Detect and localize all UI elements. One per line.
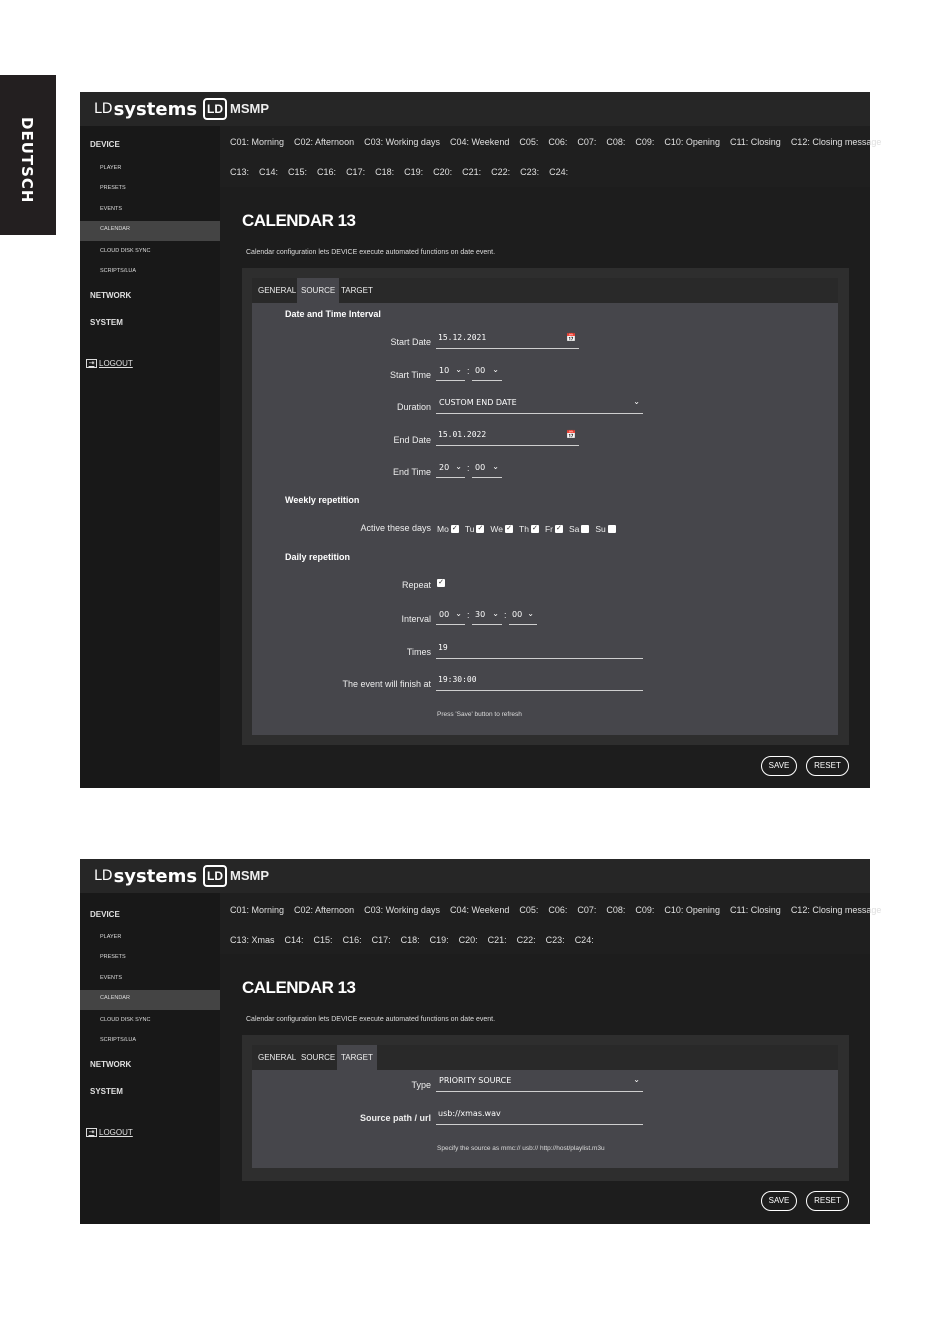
nav-system[interactable]: SYSTEM bbox=[90, 1087, 123, 1096]
tab-target[interactable]: TARGET bbox=[341, 286, 373, 295]
times-value: 19 bbox=[438, 643, 448, 652]
calendar-link[interactable]: C20: bbox=[458, 935, 478, 945]
source-path-value: usb://xmas.wav bbox=[438, 1109, 501, 1118]
calendar-link[interactable]: C22: bbox=[491, 167, 511, 177]
weekday-checkbox[interactable]: ✓ bbox=[506, 525, 512, 532]
calendar-link[interactable]: C03: Working days bbox=[364, 905, 440, 915]
nav-cloud-disk-sync[interactable]: CLOUD DISK SYNC bbox=[100, 248, 151, 254]
start-date-label: Start Date bbox=[390, 337, 431, 347]
weekday-label: Fr bbox=[544, 524, 553, 534]
duration-select[interactable] bbox=[436, 398, 643, 414]
calendar-link[interactable]: C15: bbox=[288, 167, 308, 177]
end-hour-select[interactable] bbox=[436, 463, 465, 478]
calendar-link[interactable]: C10: Opening bbox=[664, 905, 720, 915]
logo-systems-text: systems bbox=[113, 865, 198, 887]
calendar-link[interactable]: C02: Afternoon bbox=[294, 905, 355, 915]
calendar-link[interactable]: C07: bbox=[577, 137, 597, 147]
tab-source[interactable]: SOURCE bbox=[297, 278, 339, 303]
chevron-down-icon: ⌄ bbox=[527, 609, 534, 618]
weekday-fr[interactable] bbox=[545, 524, 563, 534]
tab-general[interactable]: GENERAL bbox=[258, 286, 297, 295]
target-type-select[interactable] bbox=[436, 1076, 643, 1092]
source-form bbox=[252, 303, 838, 735]
section-date-time-interval: Date and Time Interval bbox=[285, 309, 381, 319]
weekday-label: Sa bbox=[568, 524, 580, 534]
finish-time-output bbox=[436, 675, 643, 691]
weekday-th[interactable] bbox=[519, 524, 539, 534]
repeat-label: Repeat bbox=[401, 580, 431, 590]
start-minute-select[interactable] bbox=[472, 366, 502, 381]
screenshot-target-tab bbox=[80, 859, 882, 1224]
repeat-checkbox[interactable]: ✓ bbox=[438, 579, 444, 586]
calendar-link[interactable]: C19: bbox=[429, 935, 449, 945]
time-separator: : bbox=[467, 463, 470, 473]
end-minute-value: 00 bbox=[475, 463, 486, 472]
calendar-link[interactable]: C08: bbox=[606, 905, 626, 915]
finish-label: The event will finish at bbox=[342, 679, 431, 689]
target-form bbox=[252, 1070, 838, 1168]
interval-seconds-select[interactable] bbox=[509, 610, 537, 625]
language-label: DEUTSCH bbox=[18, 117, 36, 204]
calendar-link[interactable]: C16: bbox=[342, 935, 362, 945]
calendar-list-row-1 bbox=[230, 137, 891, 147]
end-date-label: End Date bbox=[393, 435, 431, 445]
ld-systems-logo bbox=[94, 864, 227, 888]
source-format-hint: Specify the source as mmc:// usb:// http://host/playlist.m3u bbox=[437, 1145, 605, 1152]
calendar-link[interactable]: C18: bbox=[375, 167, 395, 177]
calendar-list-row-1 bbox=[230, 905, 891, 915]
calendar-link[interactable]: C10: Opening bbox=[664, 137, 720, 147]
chevron-down-icon: ⌄ bbox=[633, 1075, 640, 1084]
calendar-link[interactable]: C21: bbox=[487, 935, 507, 945]
calendar-icon[interactable]: 📅 bbox=[566, 333, 576, 342]
calendar-link[interactable]: C13: bbox=[230, 167, 250, 177]
section-daily-repetition: Daily repetition bbox=[285, 552, 351, 562]
sidebar bbox=[80, 126, 220, 788]
calendar-list-row-2 bbox=[230, 167, 578, 177]
top-bar bbox=[80, 92, 870, 126]
logout-link[interactable] bbox=[86, 1128, 133, 1137]
weekday-checkbox[interactable]: ✓ bbox=[556, 525, 562, 532]
save-button[interactable]: SAVE bbox=[761, 756, 797, 776]
weekday-label: Su bbox=[595, 524, 606, 534]
calendar-link[interactable]: C07: bbox=[577, 905, 597, 915]
page-description: Calendar configuration lets DEVICE execute automated functions on date event. bbox=[246, 249, 496, 256]
nav-presets[interactable]: PRESETS bbox=[100, 954, 126, 960]
start-date-value: 15.12.2021 bbox=[438, 333, 487, 342]
end-minute-select[interactable] bbox=[472, 463, 502, 478]
calendar-link[interactable]: C09: bbox=[635, 137, 655, 147]
weekday-checkboxes bbox=[437, 524, 616, 534]
tab-target[interactable]: TARGET bbox=[337, 1045, 377, 1070]
active-days-label: Active these days bbox=[360, 523, 431, 533]
nav-calendar[interactable]: CALENDAR bbox=[100, 995, 130, 1001]
calendar-link[interactable]: C12: Closing message bbox=[790, 137, 882, 147]
tab-bar bbox=[252, 278, 838, 303]
calendar-link[interactable]: C01: Morning bbox=[230, 137, 285, 147]
calendar-link[interactable]: C15: bbox=[313, 935, 333, 945]
main-content bbox=[220, 187, 870, 788]
page-title: CALENDAR 13 bbox=[242, 211, 356, 230]
chevron-down-icon: ⌄ bbox=[455, 609, 462, 618]
logout-label: LOGOUT bbox=[99, 1128, 133, 1137]
times-label: Times bbox=[406, 647, 431, 657]
weekday-label: Mo bbox=[437, 524, 449, 534]
calendar-link[interactable]: C24: bbox=[549, 167, 569, 177]
chevron-down-icon: ⌄ bbox=[492, 609, 499, 618]
calendar-link[interactable]: C12: Closing message bbox=[790, 905, 882, 915]
weekday-su[interactable] bbox=[595, 524, 615, 534]
weekday-checkbox[interactable] bbox=[581, 525, 589, 533]
calendar-link[interactable]: C05: bbox=[519, 137, 539, 147]
weekday-checkbox[interactable] bbox=[608, 525, 616, 533]
sidebar bbox=[80, 893, 220, 1224]
nav-player[interactable]: PLAYER bbox=[100, 165, 122, 171]
nav-device[interactable]: DEVICE bbox=[90, 910, 120, 919]
page-description: Calendar configuration lets DEVICE execute automated functions on date event. bbox=[246, 1016, 496, 1023]
start-time-label: Start Time bbox=[389, 370, 431, 380]
interval-minutes-select[interactable] bbox=[472, 610, 502, 625]
logo-ld-text: LD bbox=[94, 101, 113, 117]
calendar-link[interactable]: C03: Working days bbox=[364, 137, 440, 147]
weekday-label: Tu bbox=[464, 524, 475, 534]
target-type-value: PRIORITY SOURCE bbox=[439, 1076, 512, 1085]
weekday-label: Th bbox=[519, 524, 529, 534]
calendar-link[interactable]: C04: Weekend bbox=[449, 905, 510, 915]
chevron-down-icon: ⌄ bbox=[455, 462, 462, 471]
app-title: MSMP bbox=[230, 101, 269, 116]
source-path-input[interactable] bbox=[436, 1109, 643, 1125]
nav-system[interactable]: SYSTEM bbox=[90, 318, 123, 327]
logout-link[interactable] bbox=[86, 359, 133, 368]
end-hour-value: 20 bbox=[439, 463, 450, 472]
logo-badge: LD bbox=[203, 865, 227, 887]
chevron-down-icon: ⌄ bbox=[492, 462, 499, 471]
screenshot-source-tab bbox=[80, 92, 882, 788]
calendar-link[interactable]: C01: Morning bbox=[230, 905, 285, 915]
end-date-value: 15.01.2022 bbox=[438, 430, 487, 439]
calendar-link[interactable]: C23: bbox=[520, 167, 540, 177]
calendar-link[interactable]: C14: bbox=[284, 935, 304, 945]
duration-value: CUSTOM END DATE bbox=[439, 398, 517, 407]
main-content bbox=[220, 954, 870, 1224]
ld-systems-logo bbox=[94, 97, 227, 121]
weekday-sa[interactable] bbox=[569, 524, 589, 534]
calendar-link[interactable]: C19: bbox=[404, 167, 424, 177]
weekday-we[interactable] bbox=[490, 524, 513, 534]
times-input[interactable] bbox=[436, 643, 643, 659]
save-button[interactable]: SAVE bbox=[761, 1191, 797, 1211]
calendar-link[interactable]: C17: bbox=[371, 935, 391, 945]
time-separator: : bbox=[467, 610, 470, 620]
calendar-link[interactable]: C14: bbox=[259, 167, 279, 177]
calendar-link[interactable]: C05: bbox=[519, 905, 539, 915]
nav-calendar[interactable]: CALENDAR bbox=[100, 226, 130, 232]
nav-presets[interactable]: PRESETS bbox=[100, 185, 126, 191]
logout-label: LOGOUT bbox=[99, 359, 133, 368]
interval-hours-select[interactable] bbox=[436, 610, 465, 625]
time-separator: : bbox=[467, 366, 470, 376]
start-hour-select[interactable] bbox=[436, 366, 465, 381]
weekday-checkbox[interactable]: ✓ bbox=[532, 525, 538, 532]
calendar-link[interactable]: C13: Xmas bbox=[230, 935, 275, 945]
nav-events[interactable]: EVENTS bbox=[100, 975, 123, 981]
start-hour-value: 10 bbox=[439, 366, 450, 375]
interval-hours-value: 00 bbox=[439, 610, 450, 619]
nav-player[interactable]: PLAYER bbox=[100, 934, 122, 940]
logout-icon: ⇥ bbox=[86, 359, 97, 368]
calendar-link[interactable]: C06: bbox=[548, 137, 568, 147]
tab-bar bbox=[252, 1045, 838, 1070]
calendar-link[interactable]: C24: bbox=[574, 935, 594, 945]
calendar-link[interactable]: C02: Afternoon bbox=[294, 137, 355, 147]
reset-button[interactable]: RESET bbox=[806, 1191, 849, 1211]
calendar-link[interactable]: C20: bbox=[433, 167, 453, 177]
nav-scripts-lua[interactable]: SCRIPTS/LUA bbox=[100, 1037, 137, 1043]
weekday-tu[interactable] bbox=[465, 524, 485, 534]
calendar-link[interactable]: C17: bbox=[346, 167, 366, 177]
type-label: Type bbox=[411, 1080, 431, 1090]
end-time-label: End Time bbox=[392, 467, 431, 477]
interval-seconds-value: 00 bbox=[512, 610, 523, 619]
calendar-link[interactable]: C11: Closing bbox=[729, 905, 781, 915]
section-weekly-repetition: Weekly repetition bbox=[285, 495, 360, 505]
calendar-link[interactable]: C22: bbox=[516, 935, 536, 945]
calendar-icon[interactable]: 📅 bbox=[566, 430, 576, 439]
nav-cloud-disk-sync[interactable]: CLOUD DISK SYNC bbox=[100, 1017, 151, 1023]
nav-scripts-lua[interactable]: SCRIPTS/LUA bbox=[100, 268, 137, 274]
calendar-link[interactable]: C04: Weekend bbox=[449, 137, 510, 147]
calendar-link[interactable]: C23: bbox=[545, 935, 565, 945]
weekday-checkbox[interactable]: ✓ bbox=[477, 525, 484, 532]
interval-label: Interval bbox=[401, 614, 431, 624]
source-path-label: Source path / url bbox=[359, 1113, 431, 1123]
chevron-down-icon: ⌄ bbox=[633, 397, 640, 406]
logo-badge: LD bbox=[203, 98, 227, 120]
nav-network[interactable]: NETWORK bbox=[90, 291, 132, 300]
calendar-link[interactable]: C21: bbox=[462, 167, 482, 177]
page-title: CALENDAR 13 bbox=[242, 978, 356, 997]
nav-events[interactable]: EVENTS bbox=[100, 206, 123, 212]
calendar-link[interactable]: C06: bbox=[548, 905, 568, 915]
weekday-label: We bbox=[490, 524, 504, 534]
chevron-down-icon: ⌄ bbox=[455, 365, 462, 374]
tab-source[interactable]: SOURCE bbox=[301, 1053, 336, 1062]
start-date-input[interactable] bbox=[436, 333, 579, 349]
tab-general[interactable]: GENERAL bbox=[258, 1053, 297, 1062]
end-date-input[interactable] bbox=[436, 430, 579, 446]
calendar-list-row-2 bbox=[230, 935, 604, 945]
nav-device[interactable]: DEVICE bbox=[90, 140, 120, 149]
logout-icon: ⇥ bbox=[86, 1128, 97, 1137]
interval-minutes-value: 30 bbox=[475, 610, 486, 619]
calendar-link[interactable]: C18: bbox=[400, 935, 420, 945]
chevron-down-icon: ⌄ bbox=[492, 365, 499, 374]
duration-label: Duration bbox=[396, 402, 431, 412]
start-minute-value: 00 bbox=[475, 366, 486, 375]
app-title: MSMP bbox=[230, 868, 269, 883]
calendar-panel bbox=[242, 1035, 849, 1181]
finish-time-value: 19:30:00 bbox=[438, 675, 477, 684]
time-separator: : bbox=[504, 610, 507, 620]
language-tab bbox=[0, 75, 56, 235]
logo-ld-text: LD bbox=[94, 868, 113, 884]
weekday-mo[interactable] bbox=[437, 524, 459, 534]
refresh-hint: Press 'Save' button to refresh bbox=[437, 711, 522, 718]
calendar-link[interactable]: C08: bbox=[606, 137, 626, 147]
calendar-link[interactable]: C09: bbox=[635, 905, 655, 915]
nav-network[interactable]: NETWORK bbox=[90, 1060, 132, 1069]
calendar-panel bbox=[242, 268, 849, 745]
top-bar bbox=[80, 859, 870, 893]
calendar-link[interactable]: C11: Closing bbox=[729, 137, 781, 147]
calendar-link[interactable]: C16: bbox=[317, 167, 337, 177]
logo-systems-text: systems bbox=[113, 98, 198, 120]
reset-button[interactable]: RESET bbox=[806, 756, 849, 776]
weekday-checkbox[interactable]: ✓ bbox=[451, 525, 458, 532]
